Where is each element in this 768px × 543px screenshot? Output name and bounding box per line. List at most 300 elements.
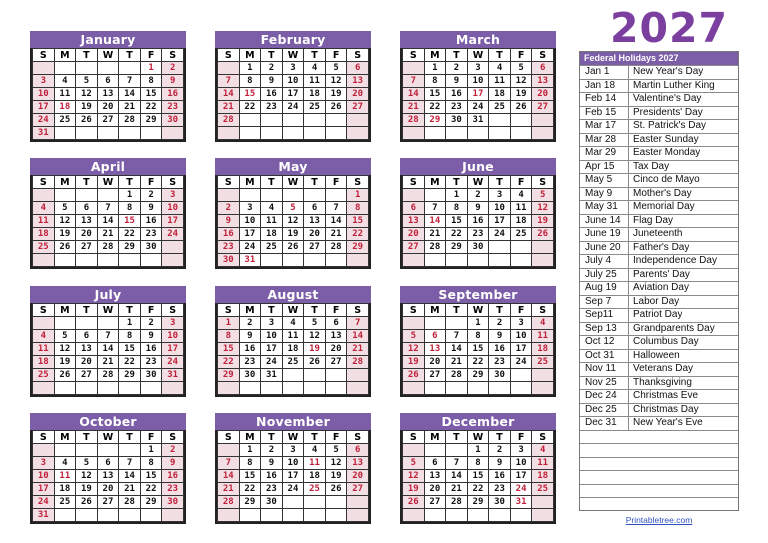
- day-cell: 4: [532, 317, 554, 330]
- day-cell: 25: [54, 114, 76, 127]
- holiday-name: Halloween: [633, 349, 680, 361]
- weekday-header: T: [261, 304, 283, 317]
- day-cell: 1: [119, 189, 141, 202]
- holiday-name: Parents' Day: [633, 268, 690, 280]
- holiday-name: Juneteenth: [633, 228, 683, 239]
- empty-day-cell: [532, 114, 554, 127]
- empty-day-cell: [403, 189, 425, 202]
- day-cell: 20: [403, 228, 425, 241]
- weekday-header: W: [467, 304, 489, 317]
- day-cell: 6: [325, 317, 347, 330]
- day-cell: 2: [261, 444, 283, 457]
- day-cell: 6: [76, 202, 98, 215]
- day-cell: 3: [467, 62, 489, 75]
- day-cell: 25: [532, 483, 554, 496]
- day-cell: 27: [347, 101, 369, 114]
- holiday-date: Oct 31: [580, 350, 629, 363]
- day-cell: 22: [424, 101, 446, 114]
- day-cell: 14: [446, 343, 468, 356]
- day-cell: 4: [261, 202, 283, 215]
- weekday-header: M: [54, 304, 76, 317]
- empty-day-cell: [489, 127, 511, 140]
- holiday-date: June 19: [580, 228, 629, 241]
- weekday-header: W: [282, 304, 304, 317]
- empty-day-cell: [33, 254, 55, 267]
- weekday-header: M: [424, 304, 446, 317]
- weekday-header: T: [489, 304, 511, 317]
- day-cell: 2: [446, 62, 468, 75]
- empty-day-cell: [532, 241, 554, 254]
- day-cell: 1: [218, 317, 240, 330]
- day-cell: 15: [467, 470, 489, 483]
- month-title: December: [400, 413, 556, 430]
- day-cell: 1: [424, 62, 446, 75]
- day-cell: 9: [446, 75, 468, 88]
- day-cell: 5: [76, 457, 98, 470]
- day-cell: 22: [467, 483, 489, 496]
- empty-day-cell: [282, 114, 304, 127]
- empty-day-cell: [467, 509, 489, 522]
- empty-day-cell: [54, 509, 76, 522]
- day-cell: 7: [403, 75, 425, 88]
- weekday-header: M: [54, 49, 76, 62]
- day-cell: 8: [119, 330, 141, 343]
- day-cell: 19: [325, 470, 347, 483]
- day-cell: 29: [140, 496, 162, 509]
- day-cell: 7: [325, 202, 347, 215]
- empty-day-cell: [510, 127, 532, 140]
- month-june: [400, 158, 556, 269]
- day-cell: 28: [403, 114, 425, 127]
- day-cell: 19: [54, 356, 76, 369]
- day-cell: 19: [532, 215, 554, 228]
- weekday-header: F: [510, 431, 532, 444]
- holiday-blank-row: [580, 470, 738, 484]
- empty-day-cell: [325, 509, 347, 522]
- weekday-header: T: [119, 304, 141, 317]
- day-cell: 21: [119, 101, 141, 114]
- empty-day-cell: [54, 189, 76, 202]
- day-cell: 4: [282, 317, 304, 330]
- empty-day-cell: [119, 127, 141, 140]
- weekday-header: S: [33, 49, 55, 62]
- day-cell: 11: [33, 215, 55, 228]
- day-cell: 23: [467, 228, 489, 241]
- day-cell: 16: [140, 343, 162, 356]
- day-cell: 18: [261, 228, 283, 241]
- day-cell: 28: [97, 369, 119, 382]
- weekday-header: S: [347, 49, 369, 62]
- day-cell: 9: [239, 330, 261, 343]
- empty-day-cell: [162, 241, 184, 254]
- weekday-header: W: [97, 431, 119, 444]
- holiday-date: Sep 13: [580, 323, 629, 336]
- day-cell: 1: [446, 189, 468, 202]
- day-cell: 18: [282, 343, 304, 356]
- day-cell: 23: [261, 101, 283, 114]
- day-cell: 23: [162, 101, 184, 114]
- day-cell: 11: [532, 330, 554, 343]
- day-cell: 10: [510, 330, 532, 343]
- day-cell: 7: [218, 75, 240, 88]
- weekday-header: M: [239, 176, 261, 189]
- day-cell: 2: [467, 189, 489, 202]
- weekday-header: F: [140, 49, 162, 62]
- day-cell: 21: [97, 228, 119, 241]
- empty-day-cell: [140, 509, 162, 522]
- day-cell: 20: [325, 343, 347, 356]
- empty-day-cell: [218, 62, 240, 75]
- day-cell: 23: [489, 356, 511, 369]
- day-cell: 29: [467, 369, 489, 382]
- day-cell: 12: [325, 75, 347, 88]
- weekday-header: M: [239, 431, 261, 444]
- holiday-row: [580, 349, 738, 363]
- day-cell: 16: [489, 470, 511, 483]
- day-cell: 9: [489, 457, 511, 470]
- holiday-list: [579, 51, 739, 511]
- weekday-header: F: [325, 304, 347, 317]
- month-title: May: [215, 158, 371, 175]
- empty-day-cell: [218, 444, 240, 457]
- empty-day-cell: [282, 509, 304, 522]
- weekday-header: S: [532, 49, 554, 62]
- empty-day-cell: [218, 127, 240, 140]
- holiday-date: Sep 7: [580, 296, 629, 309]
- weekday-header: F: [325, 176, 347, 189]
- day-cell: 27: [532, 101, 554, 114]
- day-cell: 13: [424, 470, 446, 483]
- day-cell: 20: [424, 356, 446, 369]
- empty-day-cell: [76, 62, 98, 75]
- holiday-row: [580, 92, 738, 106]
- weekday-header: W: [97, 49, 119, 62]
- holiday-date: May 31: [580, 201, 629, 214]
- empty-day-cell: [304, 496, 326, 509]
- day-cell: 10: [162, 202, 184, 215]
- day-cell: 1: [140, 62, 162, 75]
- month-august: [215, 286, 371, 397]
- empty-day-cell: [424, 382, 446, 395]
- day-cell: 5: [54, 202, 76, 215]
- day-cell: 24: [261, 356, 283, 369]
- day-cell: 29: [119, 369, 141, 382]
- day-cell: 22: [239, 101, 261, 114]
- empty-day-cell: [282, 382, 304, 395]
- holiday-date: Mar 29: [580, 147, 629, 160]
- day-cell: 12: [403, 343, 425, 356]
- day-cell: 14: [325, 215, 347, 228]
- empty-day-cell: [33, 317, 55, 330]
- day-cell: 28: [119, 114, 141, 127]
- holiday-name: New Year's Day: [633, 66, 704, 77]
- day-cell: 25: [489, 101, 511, 114]
- day-cell: 3: [239, 202, 261, 215]
- day-cell: 3: [510, 317, 532, 330]
- day-cell: 12: [76, 88, 98, 101]
- day-cell: 13: [347, 457, 369, 470]
- month-september: [400, 286, 556, 397]
- empty-day-cell: [304, 382, 326, 395]
- day-cell: 27: [424, 369, 446, 382]
- day-cell: 14: [446, 470, 468, 483]
- empty-day-cell: [403, 62, 425, 75]
- day-cell: 13: [97, 88, 119, 101]
- holiday-blank-row: [580, 430, 738, 444]
- empty-day-cell: [218, 509, 240, 522]
- day-cell: 9: [162, 457, 184, 470]
- day-cell: 17: [261, 343, 283, 356]
- empty-day-cell: [403, 444, 425, 457]
- month-title: October: [30, 413, 186, 430]
- day-cell: 17: [510, 343, 532, 356]
- day-cell: 6: [532, 62, 554, 75]
- day-cell: 28: [97, 241, 119, 254]
- day-cell: 28: [325, 241, 347, 254]
- day-cell: 19: [304, 343, 326, 356]
- empty-day-cell: [347, 369, 369, 382]
- day-cell: 1: [239, 62, 261, 75]
- day-cell: 30: [162, 114, 184, 127]
- empty-day-cell: [489, 114, 511, 127]
- day-cell: 25: [33, 369, 55, 382]
- empty-day-cell: [347, 114, 369, 127]
- day-cell: 13: [97, 470, 119, 483]
- empty-day-cell: [325, 189, 347, 202]
- day-cell: 30: [261, 496, 283, 509]
- day-cell: 5: [532, 189, 554, 202]
- day-cell: 3: [282, 444, 304, 457]
- day-cell: 24: [162, 356, 184, 369]
- day-cell: 18: [33, 356, 55, 369]
- empty-day-cell: [119, 62, 141, 75]
- day-cell: 15: [119, 215, 141, 228]
- day-cell: 6: [424, 330, 446, 343]
- day-cell: 31: [162, 369, 184, 382]
- day-cell: 5: [403, 457, 425, 470]
- holiday-name: Grandparents Day: [633, 322, 715, 334]
- day-cell: 27: [304, 241, 326, 254]
- empty-day-cell: [424, 444, 446, 457]
- weekday-header: S: [218, 431, 240, 444]
- day-cell: 14: [97, 215, 119, 228]
- empty-day-cell: [325, 254, 347, 267]
- empty-day-cell: [403, 254, 425, 267]
- month-march: [400, 31, 556, 142]
- day-cell: 12: [54, 343, 76, 356]
- empty-day-cell: [304, 189, 326, 202]
- day-cell: 3: [162, 317, 184, 330]
- weekday-header: T: [304, 176, 326, 189]
- day-cell: 16: [162, 88, 184, 101]
- day-cell: 13: [424, 343, 446, 356]
- holiday-row: [580, 65, 738, 79]
- day-cell: 13: [403, 215, 425, 228]
- day-cell: 26: [54, 369, 76, 382]
- holiday-row: [580, 119, 738, 133]
- day-cell: 11: [510, 202, 532, 215]
- day-cell: 6: [304, 202, 326, 215]
- day-cell: 24: [33, 496, 55, 509]
- weekday-header: S: [347, 304, 369, 317]
- day-cell: 13: [76, 343, 98, 356]
- empty-day-cell: [261, 382, 283, 395]
- day-cell: 13: [304, 215, 326, 228]
- day-cell: 15: [467, 343, 489, 356]
- day-cell: 27: [325, 356, 347, 369]
- weekday-header: S: [33, 176, 55, 189]
- empty-day-cell: [162, 254, 184, 267]
- day-cell: 10: [489, 202, 511, 215]
- day-cell: 4: [532, 444, 554, 457]
- weekday-header: T: [261, 431, 283, 444]
- day-cell: 19: [282, 228, 304, 241]
- empty-day-cell: [325, 496, 347, 509]
- weekday-header: T: [76, 304, 98, 317]
- holiday-row: [580, 335, 738, 349]
- empty-day-cell: [325, 382, 347, 395]
- day-cell: 15: [424, 88, 446, 101]
- source-link[interactable]: Printabletree.com: [625, 515, 693, 525]
- empty-day-cell: [304, 509, 326, 522]
- day-cell: 19: [510, 88, 532, 101]
- weekday-header: T: [261, 176, 283, 189]
- day-cell: 15: [446, 215, 468, 228]
- weekday-header: S: [403, 49, 425, 62]
- day-cell: 10: [510, 457, 532, 470]
- day-cell: 21: [424, 228, 446, 241]
- day-cell: 8: [467, 457, 489, 470]
- empty-day-cell: [140, 127, 162, 140]
- day-cell: 20: [97, 483, 119, 496]
- day-cell: 29: [424, 114, 446, 127]
- empty-day-cell: [76, 127, 98, 140]
- day-cell: 2: [140, 317, 162, 330]
- day-cell: 4: [510, 189, 532, 202]
- empty-day-cell: [347, 127, 369, 140]
- holiday-date: Sep11: [580, 309, 629, 322]
- day-cell: 16: [261, 88, 283, 101]
- empty-day-cell: [510, 241, 532, 254]
- holiday-row: [580, 227, 738, 241]
- weekday-header: T: [119, 431, 141, 444]
- day-cell: 22: [140, 483, 162, 496]
- weekday-header: S: [218, 49, 240, 62]
- empty-day-cell: [347, 382, 369, 395]
- day-cell: 31: [239, 254, 261, 267]
- month-title: June: [400, 158, 556, 175]
- day-cell: 25: [304, 483, 326, 496]
- holiday-row: [580, 281, 738, 295]
- day-cell: 23: [261, 483, 283, 496]
- weekday-header: T: [119, 176, 141, 189]
- day-cell: 11: [532, 457, 554, 470]
- day-cell: 16: [467, 215, 489, 228]
- weekday-header: S: [33, 304, 55, 317]
- day-cell: 29: [140, 114, 162, 127]
- month-july: [30, 286, 186, 397]
- holiday-blank-row: [580, 484, 738, 498]
- holiday-name: Thanksgiving: [633, 376, 692, 388]
- empty-day-cell: [97, 189, 119, 202]
- day-cell: 25: [510, 228, 532, 241]
- holiday-name: Cinco de Mayo: [633, 174, 700, 185]
- day-cell: 30: [446, 114, 468, 127]
- empty-day-cell: [33, 382, 55, 395]
- empty-day-cell: [97, 444, 119, 457]
- holiday-date: Dec 24: [580, 390, 629, 403]
- day-cell: 17: [282, 88, 304, 101]
- day-cell: 2: [239, 317, 261, 330]
- month-may: [215, 158, 371, 269]
- holiday-date: Dec 31: [580, 417, 629, 430]
- day-cell: 8: [140, 75, 162, 88]
- day-cell: 27: [97, 496, 119, 509]
- day-cell: 19: [325, 88, 347, 101]
- day-cell: 4: [304, 62, 326, 75]
- holiday-name: Tax Day: [633, 160, 670, 172]
- empty-day-cell: [76, 317, 98, 330]
- day-cell: 27: [76, 369, 98, 382]
- day-cell: 7: [119, 457, 141, 470]
- holiday-name: Aviation Day: [633, 282, 689, 293]
- day-cell: 20: [347, 88, 369, 101]
- weekday-header: F: [140, 176, 162, 189]
- day-cell: 29: [446, 241, 468, 254]
- holiday-name: Patriot Day: [633, 309, 683, 320]
- holiday-name: St. Patrick's Day: [633, 120, 707, 131]
- day-cell: 18: [532, 343, 554, 356]
- empty-day-cell: [119, 254, 141, 267]
- weekday-header: F: [510, 176, 532, 189]
- holiday-name: Mother's Day: [633, 187, 692, 199]
- day-cell: 17: [162, 343, 184, 356]
- holiday-name: Flag Day: [633, 214, 674, 226]
- day-cell: 12: [304, 330, 326, 343]
- weekday-header: S: [218, 304, 240, 317]
- holiday-row: [580, 416, 738, 430]
- day-cell: 21: [446, 483, 468, 496]
- weekday-header: S: [532, 431, 554, 444]
- day-cell: 23: [239, 356, 261, 369]
- day-cell: 21: [446, 356, 468, 369]
- day-cell: 8: [239, 457, 261, 470]
- empty-day-cell: [162, 127, 184, 140]
- holiday-date: Jan 1: [580, 66, 629, 79]
- weekday-header: S: [162, 431, 184, 444]
- day-cell: 12: [403, 470, 425, 483]
- empty-day-cell: [304, 369, 326, 382]
- empty-day-cell: [325, 114, 347, 127]
- day-cell: 3: [282, 62, 304, 75]
- empty-day-cell: [97, 509, 119, 522]
- weekday-header: S: [532, 176, 554, 189]
- weekday-header: S: [347, 176, 369, 189]
- day-cell: 7: [347, 317, 369, 330]
- day-cell: 27: [347, 483, 369, 496]
- empty-day-cell: [97, 62, 119, 75]
- day-cell: 26: [532, 228, 554, 241]
- weekday-header: T: [304, 431, 326, 444]
- day-cell: 10: [467, 75, 489, 88]
- weekday-header: T: [119, 49, 141, 62]
- holiday-name: Martin Luther King: [633, 79, 715, 91]
- day-cell: 26: [325, 483, 347, 496]
- weekday-header: T: [261, 49, 283, 62]
- day-cell: 14: [347, 330, 369, 343]
- empty-day-cell: [347, 254, 369, 267]
- day-cell: 1: [119, 317, 141, 330]
